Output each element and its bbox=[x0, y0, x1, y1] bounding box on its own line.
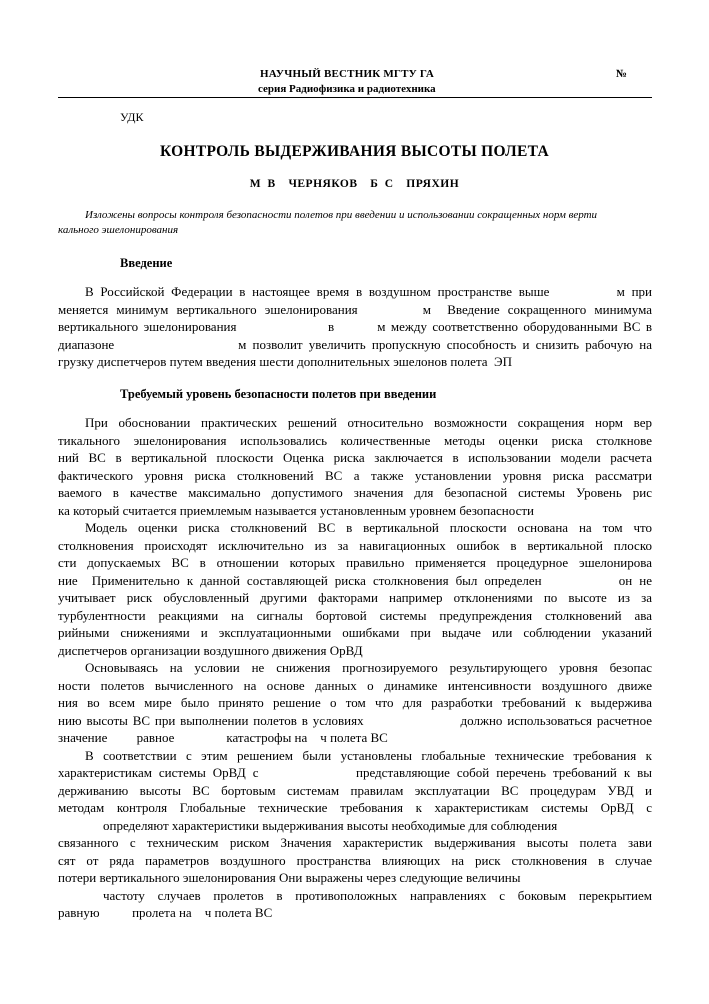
text-line: частоту случаев пролетов в противоположных направлениях с боковым перекрытием bbox=[103, 887, 652, 903]
text-line: турбулентности реакциями на сигналы бортовой системы предупреждения столкновений ава bbox=[58, 607, 652, 623]
text-line: диапазоне м позволит увеличить пропускную способность и снизить рабочую на bbox=[58, 336, 652, 352]
section-heading-requirements: Требуемый уровень безопасности полетов при введении bbox=[120, 387, 437, 401]
text-line: диспетчеров организации воздушного движения ОрВД bbox=[58, 642, 363, 658]
intro-paragraph bbox=[58, 283, 652, 371]
text-line: ности полетов вычисленного на основе данных о динамике интенсивности воздушного движе bbox=[58, 677, 652, 693]
text-line: столкновения происходят исключительно из за навигационных ошибок в вертикальной плоско bbox=[58, 537, 652, 553]
paper-authors: М В ЧЕРНЯКОВ Б С ПРЯХИН bbox=[249, 178, 460, 190]
text-line: ния во всем мире было принято решение о том что для разработки требований к выдержива bbox=[58, 695, 652, 710]
text-line: грузку диспетчеров путем введения шести дополнительных эшелонов полета ЭП bbox=[58, 354, 513, 369]
text-line: ние Применительно к данной составляющей риска столкновения был определен он не bbox=[58, 572, 652, 588]
text-line: методам контроля Глобальные технические требования к характеристикам системы ОрВД с bbox=[58, 800, 652, 815]
journal-title: НАУЧНЫЙ ВЕСТНИК МГТУ ГА bbox=[260, 68, 435, 80]
text-line: фактического уровня риска столкновений ВС а также установлении уровня риска рассматри bbox=[58, 467, 652, 483]
text-line: значение равное катастрофы на ч полета ВС bbox=[58, 730, 388, 745]
text-line: вертикального эшелонирования в м между соответственно оборудованными ВС в bbox=[58, 319, 652, 334]
text-line: сти допускаемых ВС в отношении которых правильно применяется процедурное эшелонирова bbox=[58, 555, 652, 570]
text-line: Модель оценки риска столкновений ВС в вертикальной плоскости основана на том что bbox=[85, 520, 652, 535]
header-divider bbox=[58, 97, 652, 98]
text-line: рийными снижениями и эксплуатационными ошибками при выдаче или соблюдении указаний bbox=[58, 625, 652, 640]
journal-series: серия Радиофизика и радиотехника bbox=[258, 83, 436, 95]
text-line: держиванию высоты ВС бортовым системам правилам эксплуатации ВС процедурам УВД и bbox=[58, 782, 652, 798]
text-line: сят от ряда параметров воздушного пространства влияющих на риск столкновения в случае bbox=[58, 852, 652, 868]
text-line: тикального эшелонирования использовались количественные методы оценки риска столкнове bbox=[58, 432, 652, 448]
text-line: связанного с техническим риском Значения характеристик выдерживания высоты полета зави bbox=[58, 835, 652, 850]
text-line: характеристикам системы ОрВД с представляющие собой перечень требований к вы bbox=[58, 765, 652, 780]
text-line: В соответствии с этим решением были установлены глобальные технические требования к bbox=[85, 747, 652, 763]
text-line: меняется минимум вертикального эшелонирования м Введение сокращенного минимума bbox=[58, 301, 652, 317]
text-line: потери вертикального эшелонирования Они выражены через следующие величины bbox=[58, 870, 521, 885]
text-line: В Российской Федерации в настоящее время в воздушном пространстве выше м при bbox=[85, 284, 652, 299]
section-heading-intro: Введение bbox=[120, 256, 173, 270]
text-line: При обосновании практических решений относительно возможности сокращения норм вер bbox=[85, 415, 652, 430]
text-line: равную пролета на ч полета ВС bbox=[58, 905, 273, 920]
text-line: ка который считается приемлемым называется установленным уровнем безопасности bbox=[58, 502, 534, 518]
abstract bbox=[58, 208, 652, 237]
requirements-body bbox=[58, 414, 652, 922]
abstract-line: Изложены вопросы контроля безопасности полетов при введении и использовании сокращенных норм верти bbox=[85, 209, 598, 221]
text-line: ваемого в качестве максимально допустимого значения для безопасной системы Уровень рис bbox=[58, 485, 652, 500]
text-line: учитывает риск обусловленный другими факторами например отклонениями по высоте из за bbox=[58, 590, 652, 605]
text-line: ний ВС в вертикальной плоскости Оценка риска заключается в использовании модели расчета bbox=[58, 450, 652, 465]
abstract-line: кального эшелонирования bbox=[58, 223, 179, 236]
text-line: определяют характеристики выдерживания высоты необходимые для соблюдения bbox=[103, 817, 558, 833]
text-line: нию высоты ВС при выполнении полетов в условиях должно использоваться расчетное bbox=[58, 712, 652, 728]
text-line: Основываясь на условии не снижения прогнозируемого результирующего уровня безопас bbox=[85, 660, 652, 675]
issue-number: № bbox=[616, 68, 628, 80]
udk-label: УДК bbox=[120, 110, 144, 124]
paper-title: КОНТРОЛЬ ВЫДЕРЖИВАНИЯ ВЫСОТЫ ПОЛЕТА bbox=[160, 143, 549, 160]
